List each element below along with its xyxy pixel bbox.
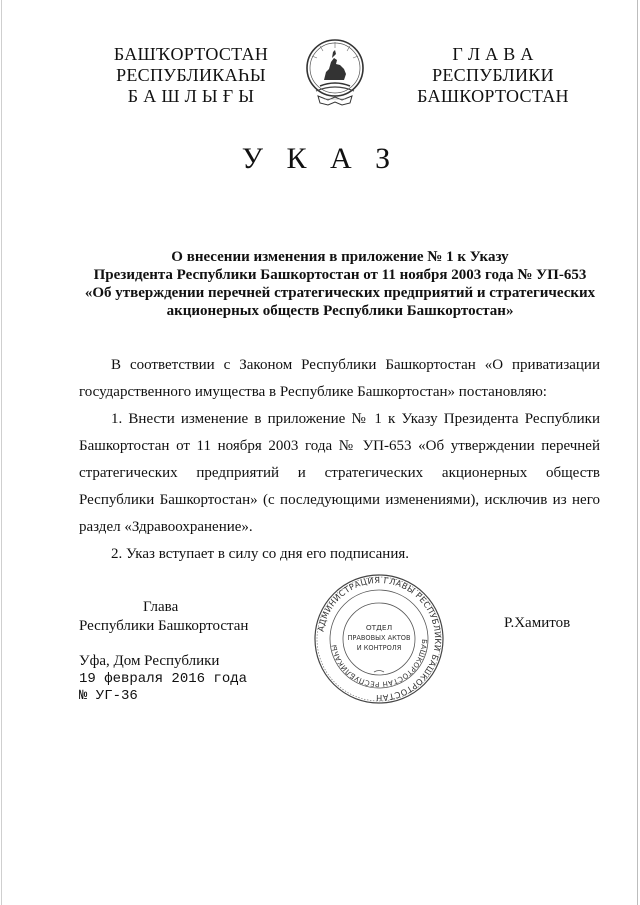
document-title bbox=[60, 248, 620, 320]
date-text: 19 февраля 2016 года bbox=[79, 671, 248, 687]
signatory-name: Р.Хамитов bbox=[504, 615, 571, 631]
header-bashkir-line: Б А Ш Л Ы Ғ Ы bbox=[127, 86, 255, 106]
stamp-outer-text: АДМИНИСТРАЦИЯ ГЛАВЫ РЕСПУБЛИКИ БАШКОРТОСТАН bbox=[315, 574, 444, 704]
stamp-center-line: И КОНТРОЛЯ bbox=[356, 644, 402, 652]
stamp-center-line: ОТДЕЛ bbox=[365, 623, 393, 632]
header-russian-line: Г Л А В А bbox=[452, 44, 534, 64]
signatory-title-line1: Глава bbox=[143, 599, 179, 615]
preamble-paragraph: В соответствии с Законом Республики Башкортостан «О приватизации государственного имущества в Республике Башкортостан» постановляю: bbox=[79, 357, 600, 400]
document-body bbox=[79, 352, 600, 568]
header-russian bbox=[408, 44, 578, 107]
header-bashkir bbox=[96, 44, 286, 107]
document-type: У К А З bbox=[241, 142, 399, 175]
document-number: № УГ-36 bbox=[79, 688, 138, 704]
title-line: О внесении изменения в приложение № 1 к Указу bbox=[171, 249, 509, 265]
item-1-paragraph: 1. Внести изменение в приложение № 1 к Указу Президента Республики Башкортостан от 11 ноября 2003 года № УП-653 «Об утверждении перечней стратегических предприятий и стратегических акционерных обществ Республики Башкортостан» (с последующими изменениями), исключив из него раздел «Здравоохранение». bbox=[79, 411, 600, 535]
header-bashkir-line: БАШҠОРТОСТАН bbox=[113, 44, 269, 64]
stamp-center-line: ПРАВОВЫХ АКТОВ bbox=[347, 634, 411, 642]
stamp-inner-text: БАШКОРТОСТАН РЕСПУБЛИКАҺЫ bbox=[330, 638, 429, 689]
scan-edge-right bbox=[637, 0, 638, 905]
signatory-title-line2: Республики Башкортостан bbox=[79, 618, 249, 634]
header-russian-line: БАШКОРТОСТАН bbox=[417, 86, 569, 106]
official-stamp bbox=[312, 572, 446, 706]
title-line: акционерных обществ Республики Башкортостан» bbox=[166, 303, 514, 319]
place-text: Уфа, Дом Республики bbox=[79, 653, 220, 669]
header-bashkir-line: РЕСПУБЛИКАҺЫ bbox=[116, 65, 266, 85]
header-russian-line: РЕСПУБЛИКИ bbox=[432, 65, 554, 85]
place-date-number bbox=[79, 652, 247, 705]
bashkortostan-emblem-icon bbox=[302, 36, 368, 108]
signatory-title bbox=[79, 598, 248, 636]
scan-edge-left bbox=[1, 0, 2, 905]
title-line: «Об утверждении перечней стратегических предприятий и стратегических bbox=[84, 285, 596, 301]
title-line: Президента Республики Башкортостан от 11 ноября 2003 года № УП-653 bbox=[93, 267, 587, 283]
item-2-paragraph: 2. Указ вступает в силу со дня его подписания. bbox=[111, 546, 409, 562]
